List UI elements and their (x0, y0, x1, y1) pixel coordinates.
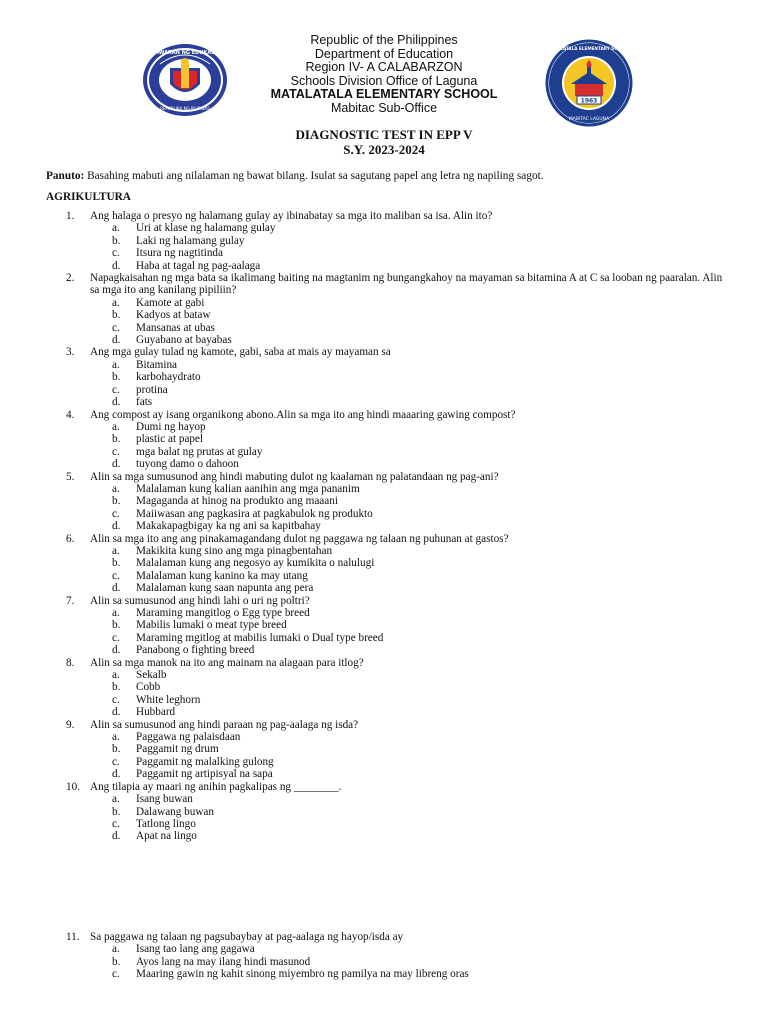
option-text: Ayos lang na may ilang hindi masunod (136, 955, 311, 968)
option-text: Dalawang buwan (136, 805, 214, 818)
question-text: Sa paggawa ng talaan ng pagsubaybay at pag-aalaga ng hayop/isda ay (90, 931, 404, 943)
answer-option (0, 508, 768, 520)
option-letter: c. (112, 631, 120, 644)
question-number: 2. (66, 272, 75, 285)
option-text: Kadyos at bataw (136, 309, 211, 322)
question-number: 5. (66, 470, 75, 483)
answer-option (0, 371, 768, 383)
option-text: Mabilis lumaki o meat type breed (136, 619, 287, 632)
answer-option (0, 495, 768, 507)
option-letter: a. (112, 731, 120, 744)
option-letter: b. (112, 681, 121, 694)
option-letter: b. (112, 234, 121, 247)
option-text: Makikita kung sino ang mga pinagbentahan (136, 544, 333, 557)
option-text: Paggawa ng palaisdaan (136, 731, 241, 744)
option-letter: d. (112, 644, 121, 657)
option-text: Haba at tagal ng pag-aalaga (136, 259, 261, 272)
option-letter: b. (112, 955, 121, 968)
option-text: Panabong o fighting breed (136, 644, 255, 657)
question-text: Alin sa sumusunod ang hindi paraan ng pag-aalaga ng isda? (90, 718, 359, 731)
header-school-name: MATALATALA ELEMENTARY SCHOOL (270, 87, 498, 102)
answer-option (0, 582, 768, 594)
left-seal-bottom-text: REPUBLIKA NG PILIPINAS (160, 106, 210, 111)
answer-option (0, 607, 768, 619)
option-letter: c. (112, 247, 120, 260)
answer-option (0, 396, 768, 408)
option-letter: d. (112, 582, 121, 595)
answer-option (0, 260, 768, 272)
option-text: mga balat ng prutas at gulay (136, 445, 263, 458)
option-letter: c. (112, 817, 120, 830)
answer-option (0, 968, 768, 980)
question-item (0, 931, 768, 943)
option-letter: a. (112, 943, 120, 956)
question-item (0, 346, 768, 358)
option-letter: a. (112, 607, 120, 619)
section-heading: AGRIKULTURA (46, 191, 131, 203)
letterhead (0, 34, 768, 124)
option-text: tuyong damo o dahoon (136, 458, 239, 471)
answer-option (0, 768, 768, 780)
option-text: Bitamina (136, 358, 178, 371)
option-letter: c. (112, 569, 120, 582)
answer-option (0, 743, 768, 755)
header-suboffice: Mabitac Sub-Office (330, 100, 438, 115)
question-text: Ang mga gulay tulad ng kamote, gabi, saba at mais ay mayaman sa (90, 346, 391, 359)
answer-option (0, 793, 768, 805)
answer-option (0, 309, 768, 321)
answer-option (0, 334, 768, 346)
option-letter: a. (112, 420, 120, 433)
option-letter: b. (112, 619, 121, 632)
option-text: Maiiwasan ang pagkasira at pagkabulok ng produkto (136, 507, 373, 520)
option-text: Dumi ng hayop (136, 420, 206, 433)
option-letter: d. (112, 334, 121, 347)
option-letter: d. (112, 768, 121, 781)
option-letter: b. (112, 495, 121, 508)
question-item (0, 657, 768, 669)
instructions-text: Basahing mabuti ang nilalaman ng bawat bilang. Isulat sa sagutang papel ang letra ng napiling sagot. (84, 170, 544, 182)
option-letter: d. (112, 259, 121, 272)
answer-option (0, 818, 768, 830)
question-number: 10. (66, 780, 80, 793)
answer-option (0, 956, 768, 968)
option-text: Malalaman kung saan napunta ang pera (136, 582, 314, 595)
instructions (46, 170, 746, 183)
option-text: Tatlong lingo (136, 817, 196, 830)
option-text: Maraming mgitlog at mabilis lumaki o Dual type breed (136, 631, 384, 644)
option-letter: a. (112, 482, 120, 495)
header-line-republic: Republic of the Philippines (310, 33, 458, 47)
option-letter: c. (112, 693, 120, 706)
question-text: Alin sa sumusunod ang hindi lahi o uri ng poltri? (90, 594, 310, 607)
answer-option (0, 433, 768, 445)
option-letter: a. (112, 544, 120, 557)
option-letter: c. (112, 383, 120, 396)
instructions-label: Panuto: (46, 170, 85, 182)
option-letter: c. (112, 755, 120, 768)
option-text: Uri at klase ng halamang gulay (136, 222, 276, 235)
question-item (0, 533, 768, 545)
school-seal-logo (544, 38, 634, 128)
option-text: Maraming mangitlog o Egg type breed (136, 607, 310, 619)
question-item (0, 471, 768, 483)
option-text: Magaganda at hinog na produkto ang maaani (136, 495, 338, 508)
question-number: 8. (66, 656, 75, 669)
answer-option (0, 619, 768, 631)
option-text: Malalaman kung ang negosyo ay kumikita o nalulugi (136, 557, 375, 570)
option-letter: c. (112, 968, 120, 981)
question-list (0, 210, 768, 843)
answer-option (0, 446, 768, 458)
option-text: Apat na lingo (136, 830, 197, 843)
option-letter: c. (112, 321, 120, 334)
answer-option (0, 322, 768, 334)
document-title (0, 127, 768, 157)
title-line-1: DIAGNOSTIC TEST IN EPP V (295, 127, 473, 142)
option-letter: d. (112, 458, 121, 471)
answer-option (0, 570, 768, 582)
answer-option (0, 756, 768, 768)
option-text: Sekalb (136, 669, 167, 682)
answer-option (0, 644, 768, 656)
question-number: 7. (66, 594, 75, 607)
left-seal-top-text: KAGAWARAN NG EDUKASYON (143, 50, 227, 56)
option-text: Maaring gawin ng kahit sinong miyembro ng pamilya na may libreng oras (136, 968, 469, 981)
answer-option (0, 806, 768, 818)
question-number: 9. (66, 718, 75, 731)
option-text: Isang tao lang ang gagawa (136, 943, 255, 956)
question-number: 1. (66, 210, 75, 222)
question-item (0, 719, 768, 731)
option-letter: a. (112, 669, 120, 682)
option-text: Laki ng halamang gulay (136, 234, 245, 247)
option-letter: c. (112, 445, 120, 458)
option-letter: a. (112, 222, 120, 235)
option-letter: d. (112, 706, 121, 719)
answer-option (0, 694, 768, 706)
title-line-2: S.Y. 2023-2024 (343, 142, 425, 157)
header-line-division: Schools Division Office of Laguna (290, 73, 478, 88)
question-text: Ang tilapia ay maari ng anihin pagkalipas ng ________. (90, 780, 342, 793)
option-text: Malalaman kung kalian aanihin ang mga pananim (136, 482, 360, 495)
question-item (0, 409, 768, 421)
answer-option (0, 943, 768, 955)
option-text: Isang buwan (136, 793, 193, 806)
answer-option (0, 681, 768, 693)
question-text: Ang halaga o presyo ng halamang gulay ay ibinabatay sa mga ito maliban sa isa. Alin ito? (90, 210, 493, 222)
right-seal-year: 1963 (580, 97, 598, 105)
answer-option (0, 222, 768, 234)
option-letter: b. (112, 309, 121, 322)
question-text: Alin sa mga sumusunod ang hindi mabuting dulot ng kaalaman ng palatandaan ng pag-ani? (90, 470, 499, 483)
option-letter: b. (112, 805, 121, 818)
option-text: Itsura ng nagtitinda (136, 247, 223, 260)
option-letter: b. (112, 743, 121, 756)
option-text: Makakapagbigay ka ng ani sa kapitbahay (136, 520, 321, 533)
answer-option (0, 545, 768, 557)
option-text: Malalaman kung kanino ka may utang (136, 569, 308, 582)
option-text: plastic at papel (136, 433, 204, 446)
option-text: karbohaydrato (136, 371, 201, 384)
right-seal-bottom-text: MABITAC LAGUNA (568, 117, 610, 122)
option-text: Mansanas at ubas (136, 321, 215, 334)
question-text: Alin sa mga manok na ito ang mainam na alagaan para itlog? (90, 656, 364, 669)
question-item (0, 210, 768, 222)
question-number: 11. (66, 931, 80, 943)
header-line-region: Region IV- A CALABARZON (305, 60, 463, 75)
answer-option (0, 706, 768, 718)
question-item (0, 272, 768, 297)
option-letter: a. (112, 296, 120, 309)
option-text: Paggamit ng drum (136, 743, 219, 756)
question-list-continued (0, 931, 768, 981)
answer-option (0, 483, 768, 495)
answer-option (0, 557, 768, 569)
question-item (0, 781, 768, 793)
answer-option (0, 632, 768, 644)
option-letter: c. (112, 507, 120, 520)
answer-option (0, 830, 768, 842)
option-letter: a. (112, 793, 120, 806)
option-letter: d. (112, 830, 121, 843)
question-number: 6. (66, 532, 75, 545)
option-text: Guyabano at bayabas (136, 334, 232, 347)
question-text: Napagkaisahan ng mga bata sa ikalimang baiting na magtanim ng bungangkahoy na mayaman sa bitamina A at C sa looban ng paaralan. Alin sa mga ito ang kanilang pipiliin? (90, 272, 723, 297)
question-number: 3. (66, 346, 75, 359)
option-text: protina (136, 383, 168, 396)
option-letter: d. (112, 396, 121, 409)
option-text: Hubbard (136, 706, 176, 719)
option-text: Paggamit ng malalking gulong (136, 755, 274, 768)
option-text: Kamote at gabi (136, 296, 205, 309)
answer-option (0, 458, 768, 470)
option-letter: b. (112, 433, 121, 446)
option-text: White leghorn (136, 693, 201, 706)
letterhead-text (200, 34, 568, 116)
option-letter: b. (112, 557, 121, 570)
question-text: Ang compost ay isang organikong abono.Alin sa mga ito ang hindi maaaring gawing compost? (90, 408, 516, 421)
answer-option (0, 669, 768, 681)
option-text: Paggamit ng artipisyal na sapa (136, 768, 273, 781)
answer-option (0, 421, 768, 433)
option-letter: b. (112, 371, 121, 384)
option-text: fats (136, 396, 153, 409)
answer-option (0, 359, 768, 371)
answer-option (0, 731, 768, 743)
option-text: Cobb (136, 681, 161, 694)
answer-option (0, 384, 768, 396)
answer-option (0, 520, 768, 532)
answer-option (0, 297, 768, 309)
answer-option (0, 235, 768, 247)
question-item (0, 595, 768, 607)
question-number: 4. (66, 408, 75, 421)
question-text: Alin sa mga ito ang ang pinakamagandang dulot ng paggawa ng talaan ng puhunan at gastos? (90, 532, 509, 545)
option-letter: d. (112, 520, 121, 533)
right-seal-top-text: MATALATALA ELEMENTARY SCHOOL (547, 46, 631, 51)
option-letter: a. (112, 358, 120, 371)
answer-option (0, 247, 768, 259)
header-line-department: Department of Education (314, 46, 454, 61)
